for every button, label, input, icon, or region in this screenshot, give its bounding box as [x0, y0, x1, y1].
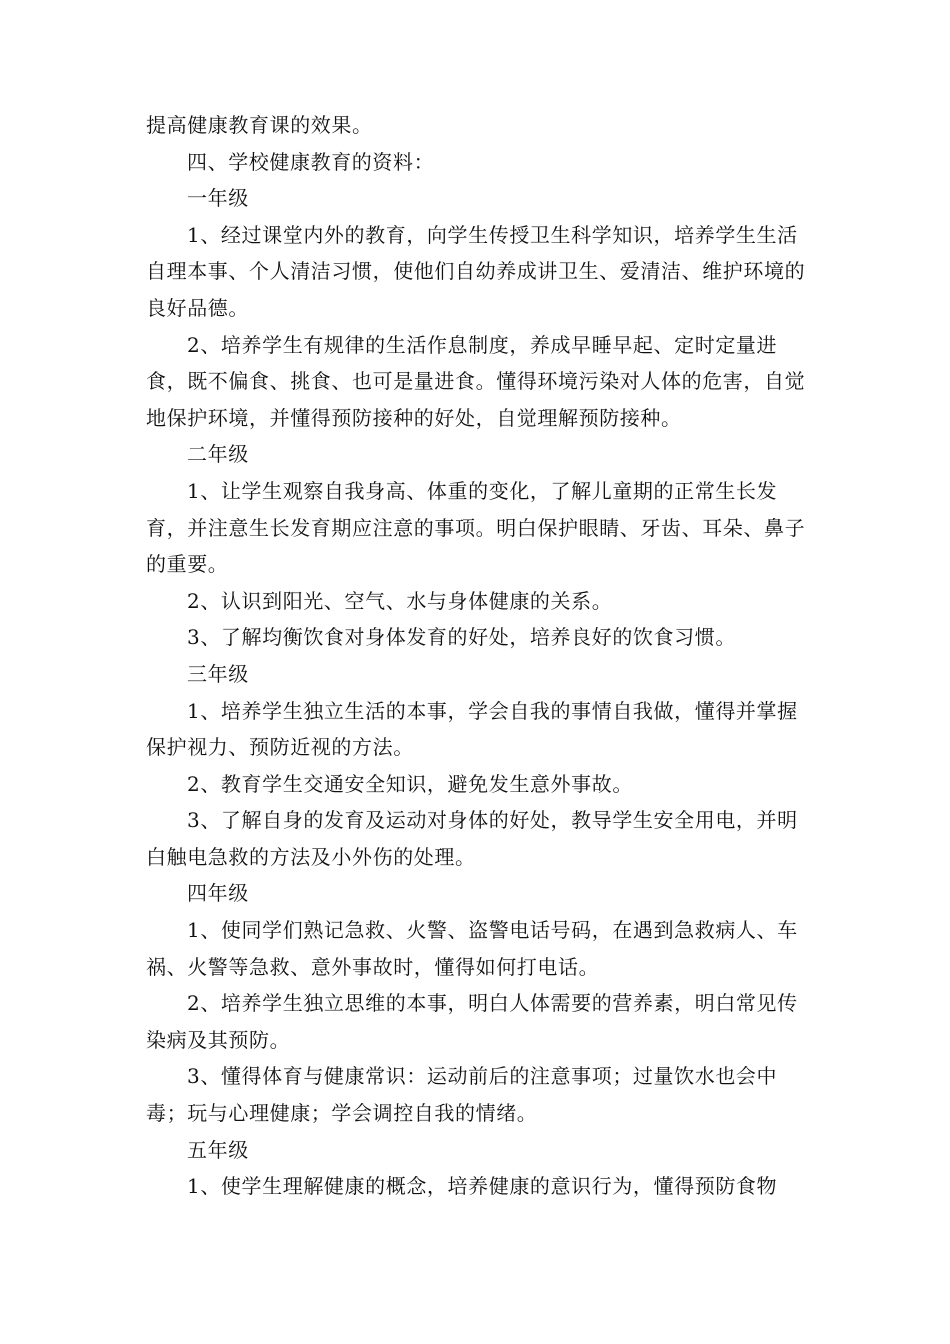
- paragraph: 1、使同学们熟记急救、火警、盗警电话号码，在遇到急救病人、车祸、火警等急救、意外事故时，懂得如何打电话。: [146, 918, 798, 979]
- paragraph: 3、了解自身的发育及运动对身体的好处，教导学生安全用电，并明白触电急救的方法及小外伤的处理。: [146, 808, 798, 869]
- grade-heading: 四年级: [187, 881, 249, 906]
- paragraph: 1、培养学生独立生活的本事，学会自我的事情自我做，懂得并掌握保护视力、预防近视的方法。: [146, 698, 798, 760]
- paragraph: 2、培养学生有规律的生活作息制度，养成早睡早起、定时定量进食，既不偏食、挑食、也可是量进食。懂得环境污染对人体的危害，自觉地保护环境，并懂得预防接种的好处，自觉理解预防接种。: [146, 332, 806, 430]
- paragraph: 2、教育学生交通安全知识，避免发生意外事故。: [187, 771, 633, 796]
- section-heading: 四、学校健康教育的资料：: [187, 149, 435, 174]
- paragraph: 3、懂得体育与健康常识：运动前后的注意事项；过量饮水也会中毒；玩与心理健康；学会调控自我的情绪。: [146, 1064, 778, 1126]
- grade-heading: 二年级: [187, 442, 249, 467]
- paragraph: 1、让学生观察自我身高、体重的变化，了解儿童期的正常生长发育，并注意生长发育期应注意的事项。明白保护眼睛、牙齿、耳朵、鼻子的重要。: [146, 478, 806, 577]
- grade-heading: 五年级: [187, 1137, 249, 1162]
- paragraph: 1、使学生理解健康的概念，培养健康的意识行为，懂得预防食物: [187, 1174, 778, 1199]
- grade-heading: 一年级: [187, 186, 249, 211]
- paragraph: 1、经过课堂内外的教育，向学生传授卫生科学知识，培养学生生活自理本事、个人清洁习惯，使他们自幼养成讲卫生、爱清洁、维护环境的良好品德。: [146, 222, 806, 320]
- document-body: [146, 107, 810, 1205]
- grade-heading: 三年级: [187, 661, 249, 686]
- paragraph: 2、培养学生独立思维的本事，明白人体需要的营养素，明白常见传染病及其预防。: [146, 991, 798, 1052]
- paragraph: 提高健康教育课的效果。: [146, 113, 373, 137]
- paragraph: 2、认识到阳光、空气、水与身体健康的关系。: [187, 588, 613, 613]
- paragraph: 3、了解均衡饮食对身体发育的好处，培养良好的饮食习惯。: [187, 625, 736, 650]
